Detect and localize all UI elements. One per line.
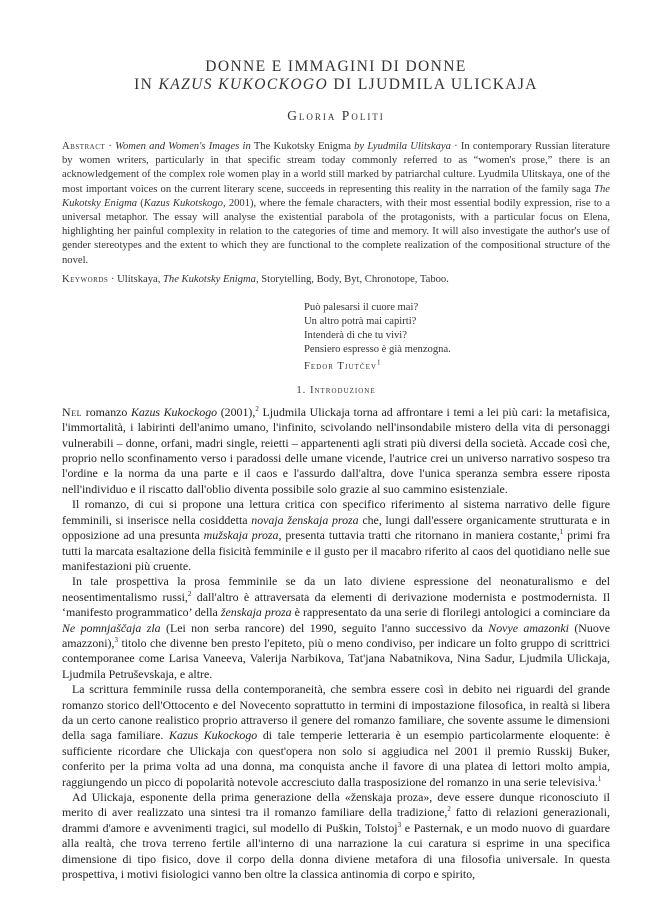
title-line-1: DONNE E IMMAGINI DI DONNE <box>205 58 467 75</box>
abstract-text-1: · In contemporary Russian literature by women writers, particularly in that specific stream today commonly referred to as “women's prose,” there is an acknowledgement of the complex role women play in a world still marked by patriarchal culture. Lyudmila Ulitskaya, one of the most important voices on the current literary scene, succeeds in representing this reality in the narration of the family saga <box>62 141 610 195</box>
italic-run: novaja ženskaja proza <box>251 512 359 527</box>
text-run: (Lei non serba rancore) del 1990, seguito l'anno successivo da <box>160 620 489 635</box>
footnote-ref[interactable]: 1 <box>376 358 382 367</box>
footnote-ref[interactable]: 3 <box>114 635 118 644</box>
keywords-italic: The Kukotsky Enigma <box>163 273 256 285</box>
footnote-ref[interactable]: 1 <box>597 774 602 783</box>
text-run: e Pasternak, e un modo nuovo di guardare alla realtà, che trova terreno fertile all'interno di una narrazione la cui caratura si esprime in una specifica dimensione di tipo fisico, dove il corpo della donna diviene metafora di una filosofia universale. In questa prospettiva, i motivi fisiologici vanno ben oltre la classica antinomia di corpo e spirito, <box>62 820 611 882</box>
title-line-2 <box>62 76 610 94</box>
italic-run: ženskaja proza <box>220 605 292 620</box>
footnote-ref[interactable]: 1 <box>559 528 564 537</box>
abstract-saga-original-italic: Kazus Kukotskogo <box>143 197 223 209</box>
abstract-saga-italic: The Kukotsky Enigma <box>62 183 610 209</box>
dropcap-word: Nel <box>62 404 83 419</box>
author-name: Gloria Politi <box>287 108 385 123</box>
text-run: In tale prospettiva la prosa femminile se da un lato diviene espressione del neonaturalismo e del neosentimentalismo russi, <box>62 574 610 604</box>
text-run: che, lungi dall'essere organicamente strutturata e in opposizione ad una presunta <box>62 512 610 543</box>
abstract-paren: ( <box>137 197 144 209</box>
footnote-ref[interactable]: 3 <box>397 820 402 829</box>
italic-run: Kazus Kukockogo <box>169 728 258 743</box>
italic-run: Novye amazonki <box>488 620 569 635</box>
abstract-title-rest: The Kukotsky Enigma <box>250 141 355 152</box>
paper-title <box>62 58 610 94</box>
body-text <box>62 405 610 883</box>
abstract-label: Abstract <box>62 141 106 152</box>
text-run: dall'altro è attraversata da elementi di derivazione modernista e postmodernista. Il ‘manifesto programmatico’ della <box>62 589 610 620</box>
paragraph <box>62 790 610 882</box>
abstract-title-italic: Women and Women's Images in <box>115 141 251 152</box>
text-run: Ad Ulickaja, esponente della prima generazione della «ženskaja proza», deve essere dunque riconosciuto il merito di aver realizzato una sintesi tra il romanzo familiare della tradizione, <box>62 790 610 820</box>
section-heading: 1. Introduzione <box>296 384 376 396</box>
text-run: romanzo <box>82 404 131 419</box>
paragraph <box>62 574 610 682</box>
text-run: (2001), <box>217 404 256 419</box>
epigraph-author <box>304 360 610 374</box>
text-run: titolo che divenne ben presto l'epiteto, più o meno condiviso, per indicare un folto gruppo di scrittrici contemporanee come Larisa Vaneeva, Valerija Narbikova, Tat'jana Nabatnikova, Nina Sadur, Ljudmila Ulickaja, Ljudmila Petruševskaja, e altre. <box>62 635 610 681</box>
italic-run: Ne pomnjaščaja zla <box>62 620 161 635</box>
title-line-2-pre: IN <box>134 76 159 93</box>
text-run: Ljudmila Ulickaja torna ad affrontare i temi a lei più cari: la metafisica, l'immortalità, i labirinti dell'animo umano, l'infinito, scivolando nell'insondabile mistero della vita di personaggi vulnerabili – donne, orfani, madri single, reietti – appartenenti agli strati più diversi della società. Accade così che, proprio nello sconfinamento verso i paradossi delle umane vicende, l'autrice crei un universo narrativo sospeso tra l'ordine e la norma da una parte e il caos e l'assurdo dall'altra, dove l'unica speranza sembra essere riposta nell'individuo e il riscatto dall'oblio diventa possibile solo grazie al suo cammino esistenziale. <box>62 404 610 496</box>
keywords <box>62 273 610 287</box>
title-line-2-post: DI LJUDMILA ULICKAJA <box>328 76 538 93</box>
text-run: , presenta tuttavia tratti che ritornano in maniera costante, <box>278 528 560 543</box>
text-run: (Nuove amazzoni), <box>62 620 611 650</box>
epigraph-line: Può palesarsi il cuore mai? <box>304 301 419 313</box>
paragraph <box>62 682 610 790</box>
text-run: Il romanzo, di cui si propone una lettura critica con specifico riferimento al sistema narrativo delle figure femminili, si inserisce nella cosiddetta <box>62 497 610 527</box>
italic-run: mužskaja proza <box>203 528 279 543</box>
abstract-sep: · <box>105 141 116 152</box>
epigraph <box>304 301 610 374</box>
epigraph-line: Pensiero espresso è già menzogna. <box>304 344 451 356</box>
keywords-sep: · <box>108 273 118 285</box>
paragraph <box>62 497 610 574</box>
text-run: La scrittura femminile russa della contemporaneità, che sembra essere così in debito nei riguardi del grande romanzo storico dell'Ottocento e del Novecento soprattutto in termini di impostazione filosofica, in realtà si libera da un certo canone realistico proprio attraverso il genere del romanzo familiare, che sovente assume le dimensioni della saga familiare. <box>62 682 610 743</box>
footnote-ref[interactable]: 2 <box>447 805 451 814</box>
epigraph-line: Un altro potrà mai capirti? <box>304 316 417 328</box>
abstract-text-2: , 2001), where the female characters, with their most essential bodily expression, rise to a universal metaphor. The essay will analyse the existential parabola of the protagonists, with a particular focus on Elena, highlighting her painful complexity in relation to the categories of time and memory. It will also investigate the author's use of gender stereotypes and the extent to which they are functional to the complete realization of the compositional structure of the novel. <box>62 197 611 266</box>
paragraph <box>62 405 610 497</box>
abstract <box>62 140 610 268</box>
italic-run: Kazus Kukockogo <box>130 404 218 419</box>
epigraph-author-name: Fedor Tjutčev <box>304 360 377 372</box>
keywords-label: Keywords <box>62 273 109 285</box>
keywords-post: , Storytelling, Body, Byt, Chronotope, Taboo. <box>255 273 449 285</box>
text-run: fatto di relazioni generazionali, drammi d'amore e avvenimenti tragici, sul modello di Puškin, Tolstoj <box>62 805 610 835</box>
footnote-ref[interactable]: 2 <box>255 404 259 413</box>
title-italic-work: KAZUS KUKOCKOGO <box>158 76 329 93</box>
text-run: primi fra tutti la marcata esaltazione della fisicità femminile e il gusto per il macabro riferito al caos del quotidiano nelle sue manifestazioni più cruente. <box>62 528 611 573</box>
footnote-ref[interactable]: 2 <box>187 589 192 598</box>
abstract-by-italic: by Lyudmila Ulitskaya <box>354 141 451 152</box>
epigraph-line: Intenderà di che tu vivi? <box>304 330 407 342</box>
text-run: di tale temperie letteraria è un esempio particolarmente eloquente: è sufficiente ricordare che Ulickaja con quest'opera non solo si aggiudica nel 2001 il premio Russkij Buker, conferito per la prima volta ad una donna, ma conquista anche il favore di una platea di lettori molto ampia, raggiungendo un picco di popolarità notevole accresciuto dalla trasposizione del romanzo in una serie televisiva. <box>62 728 610 789</box>
text-run: è rappresentato da una serie di florilegi antologici a cominciare da <box>291 605 611 620</box>
keywords-pre: Ulitskaya, <box>117 273 163 285</box>
